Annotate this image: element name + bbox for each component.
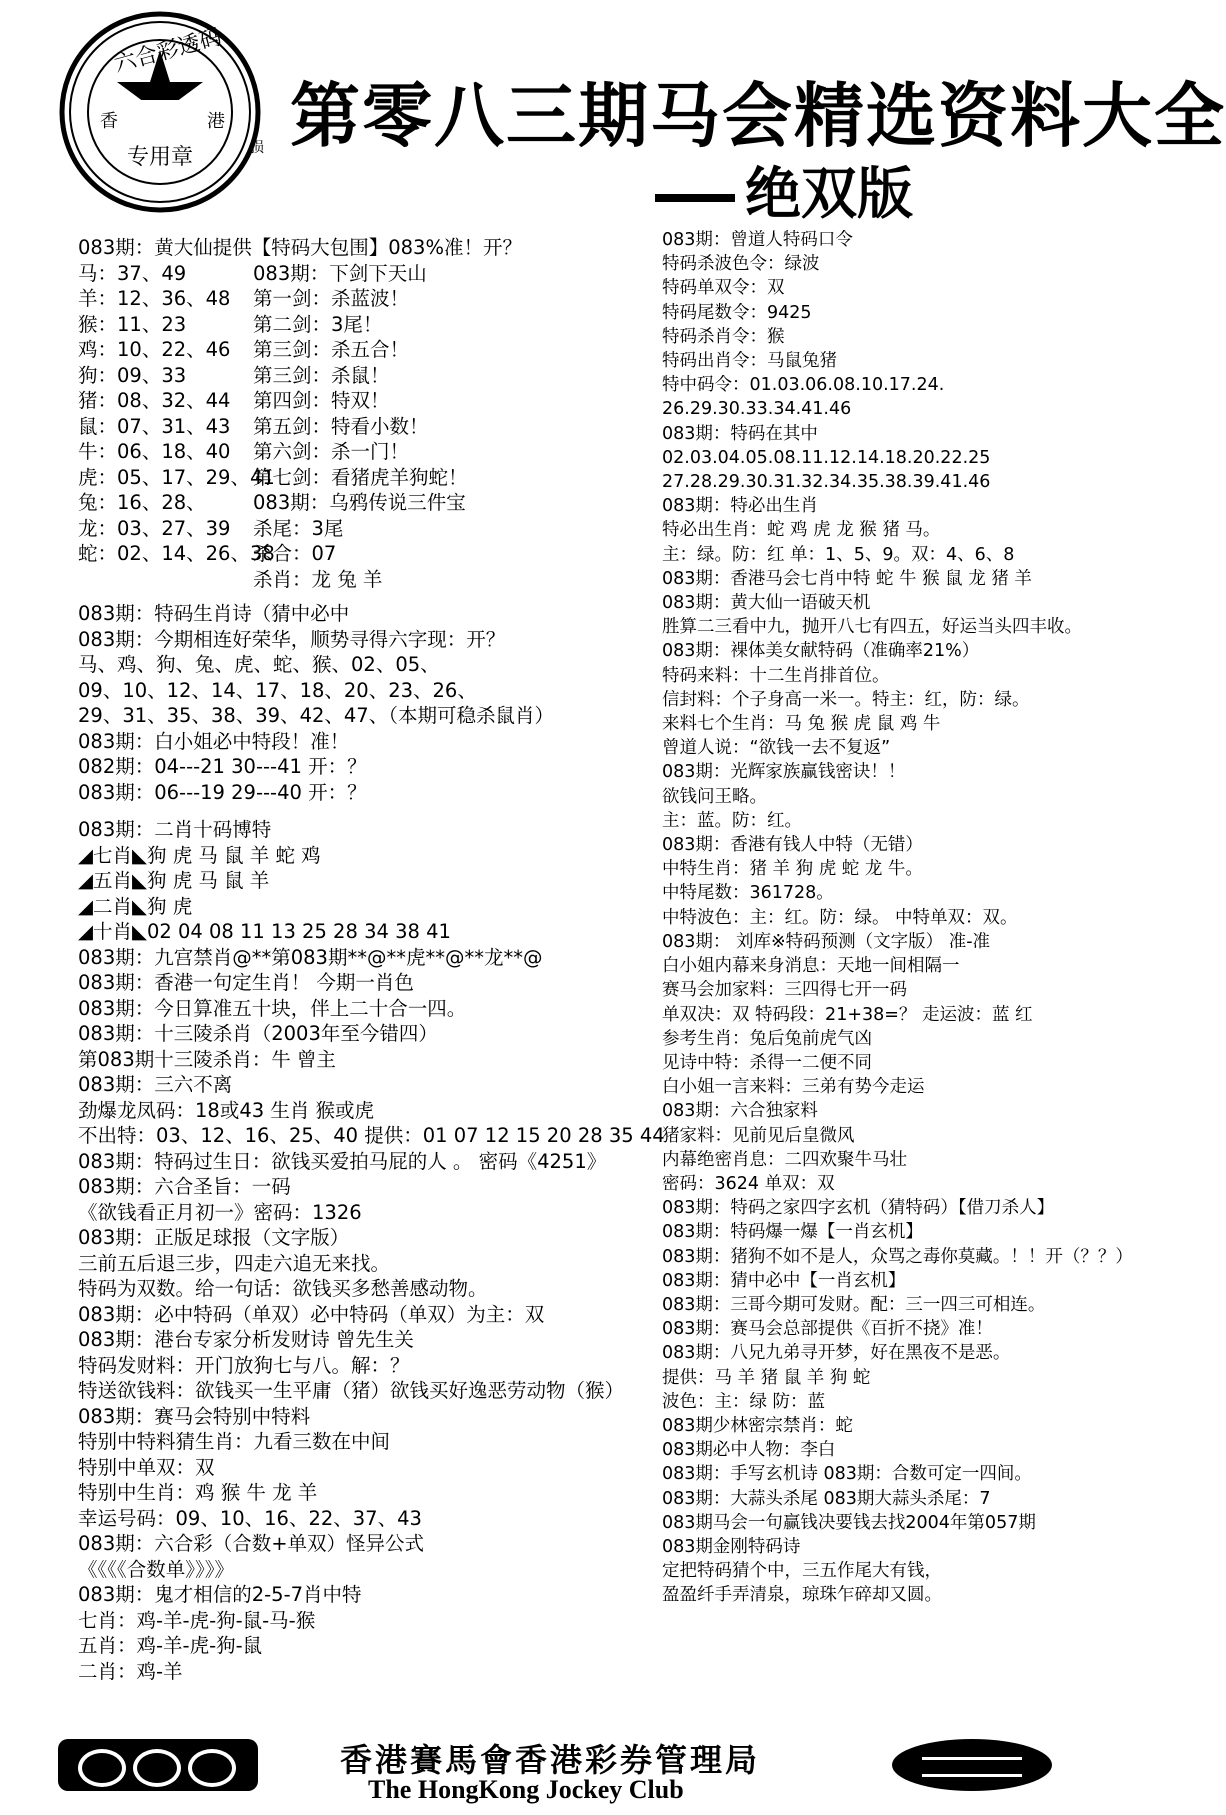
text-line: 083期：赛马会总部提供《百折不挠》准！ (662, 1319, 993, 1340)
text-line: 083期：猜中必中【一肖玄机】 (662, 1270, 906, 1291)
text-line: 二肖：鸡-羊 (78, 1659, 183, 1683)
huang-line: 083期：黄大仙提供【特码大包围】083%准！开？ (78, 236, 522, 259)
text-line: 083期：猪狗不如不是人，众骂之毒你莫藏。！！开（？？） (662, 1246, 1133, 1267)
text-line: 083期：八兄九弟寻开梦，好在黑夜不是恶。 (662, 1343, 1011, 1364)
text-line: 083期：黄大仙一语破天机 (662, 593, 871, 614)
left-lines (78, 601, 665, 1684)
sword-line: 杀肖：龙 兔 羊 (253, 567, 383, 591)
zodiac-row (78, 567, 648, 593)
text-line: 特别中单双：双 (78, 1455, 215, 1479)
zodiac-row (78, 363, 648, 389)
text-line: 赛马会加家料：三四得七开一码 (662, 980, 907, 1001)
text-line: 083期：特码之家四字玄机（猜特码）【借刀杀人】 (662, 1198, 1055, 1219)
text-line: 02.03.04.05.08.11.12.14.18.20.22.25 (662, 447, 991, 468)
text-line: 29、31、35、38、39、42、47、（本期可稳杀鼠肖） (78, 704, 554, 727)
text-line: 083期：鬼才相信的2-5-7肖中特 (78, 1583, 362, 1606)
text-line: 083期：特码过生日：欲钱买爱拍马屁的人 。 密码《4251》 (78, 1149, 607, 1173)
text-line: 特别中特料猜生肖：九看三数在中间 (78, 1430, 391, 1453)
stray-mark: 损 (250, 140, 264, 156)
zodiac-row (78, 541, 648, 567)
text-line: 083期：香港马会七肖中特 蛇 牛 猴 鼠 龙 猪 羊 (662, 568, 1032, 589)
text-line: 083期：手写玄机诗 083期：合数可定一四间。 (662, 1464, 1032, 1485)
zodiac-row (78, 337, 648, 363)
text-line: 083期：三六不离 (78, 1073, 233, 1096)
seal-middle-text: 专用章 (126, 145, 194, 170)
text-line: 波色：主：绿 防：蓝 (662, 1391, 826, 1412)
text-line: 特码单双令：双 (662, 278, 785, 299)
zodiac-row (78, 465, 648, 491)
text-line (78, 805, 648, 817)
text-line: 中特波色：主：红。防：绿。 中特单双：双。 (662, 907, 1018, 928)
right-lines (662, 228, 1133, 1608)
zodiac-numbers: 鸡：10、22、46 (78, 338, 231, 361)
footer-chinese: 香港賽馬會香港彩券管理局 (340, 1741, 761, 1779)
text-line: ◢七肖◣狗 虎 马 鼠 羊 蛇 鸡 (78, 843, 321, 867)
zodiac-row (78, 414, 648, 440)
text-line: 083期：三哥今期可发财。配：三一四三可相连。 (662, 1294, 1046, 1315)
text-line: 内幕绝密肖息：二四欢聚牛马壮 (662, 1149, 907, 1170)
text-line: 特别中生肖：鸡 猴 牛 龙 羊 (78, 1481, 318, 1504)
text-line: 白小姐内幕来身消息：天地一间相隔一 (662, 956, 960, 977)
zodiac-numbers (78, 567, 253, 593)
text-line: 083期：曾道人特码口令 (662, 230, 853, 250)
text-line: 083期：九宫禁肖@**第083期**@**虎**@**龙**@ (78, 945, 543, 969)
zodiac-row (78, 516, 648, 542)
zodiac-numbers: 马：37、49 (78, 261, 187, 285)
left-column (78, 235, 665, 1684)
text-line: ◢十肖◣02 04 08 11 13 25 28 34 38 41 (78, 920, 451, 943)
text-line: 083期必中人物：李白 (662, 1440, 836, 1461)
zodiac-numbers: 牛：06、18、40 (78, 440, 231, 463)
text-line: 中特尾数：361728。 (662, 883, 834, 904)
zodiac-numbers: 龙：03、27、39 (78, 516, 231, 540)
text-line: ◢二肖◣狗 虎 (78, 894, 193, 918)
zodiac-row (78, 261, 648, 287)
sword-line: 第三剑：杀鼠！ (253, 363, 390, 387)
text-line: 083期：六合彩（合数+单双）怪异公式 (78, 1532, 425, 1555)
sword-line: 第四剑：特双！ (253, 389, 390, 412)
text-line: 083期：今日算准五十块，伴上二十合一四。 (78, 996, 467, 1020)
zodiac-numbers: 狗：09、33 (78, 363, 187, 387)
seal-right-char: 港 (207, 111, 225, 132)
right-column (662, 228, 1133, 1608)
zodiac-row (78, 439, 648, 465)
text-line: 083期：特码生肖诗（猜中必中 (78, 602, 350, 625)
text-line: 主：蓝。防：红。 (662, 810, 802, 831)
zodiac-row (78, 490, 648, 516)
text-line: 曾道人说：“欲钱一去不复返” (662, 738, 891, 759)
text-line: 七肖：鸡-羊-虎-狗-鼠-马-猴 (78, 1608, 316, 1632)
text-line: 特码为双数。给一句话：欲钱买多愁善感动物。 (78, 1277, 488, 1300)
text-line: 083期： 刘库※特码预测（文字版） 准-准 (662, 931, 991, 952)
text-line: 密码：3624 单双：双 (662, 1173, 835, 1194)
text-line: 特码发财料：开门放狗七与八。解：？ (78, 1353, 410, 1377)
text-line: 083期金刚特码诗 (662, 1536, 801, 1557)
text-line: 《欲钱看正月初一》密码：1326 (78, 1200, 362, 1224)
seal-stamp (55, 12, 300, 222)
text-line: 特码出肖令：马鼠兔猪 (662, 351, 837, 372)
text-line: 083期：正版足球报（文字版） (78, 1226, 350, 1249)
text-line: 三前五后退三步，四走六追无来找。 (78, 1251, 391, 1275)
text-line: 083期：香港一句定生肖！ 今期一肖色 (78, 971, 414, 994)
zodiac-table (78, 261, 648, 593)
text-line: 特码尾数令：9425 (662, 302, 812, 323)
seal-top-text: 六合彩透码 (111, 24, 225, 78)
sword-line: 杀尾：3尾 (253, 516, 344, 540)
text-line: 083期：十三陵杀肖（2003年至今错四） (78, 1022, 438, 1045)
text-line: 083期：光辉家族赢钱密诀！！ (662, 762, 906, 783)
page-title: 第零八三期马会精选资料大全 (290, 75, 1226, 157)
text-line: 09、10、12、14、17、18、20、23、26、 (78, 678, 477, 702)
text-line: ◢五肖◣狗 虎 马 鼠 羊 (78, 869, 270, 892)
zodiac-numbers: 虎：05、17、29、41 (78, 465, 275, 489)
text-line: 胜算二三看中九，抛开八七有四五，好运当头四丰收。 (662, 617, 1082, 638)
text-line: 083期：白小姐必中特段！准！ (78, 729, 350, 753)
sword-line: 083期：乌鸦传说三件宝 (253, 491, 466, 514)
sword-line: 第二剑：3尾！ (253, 312, 383, 336)
text-line: 幸运号码：09、10、16、22、37、43 (78, 1506, 422, 1530)
text-line: 中特生肖：猪 羊 狗 虎 蛇 龙 牛。 (662, 859, 923, 880)
text-line: 定把特码猜个中，三五作尾大有钱， (662, 1561, 942, 1582)
jockey-club-logo-left (58, 1739, 258, 1791)
text-line: 083期：06---19 29---40 开：？ (78, 780, 367, 804)
text-line: 27.28.29.30.31.32.34.35.38.39.41.46 (662, 472, 991, 493)
text-line: 083期：大蒜头杀尾 083期大蒜头杀尾：7 (662, 1488, 991, 1509)
sword-line: 083期：下剑下天山 (253, 261, 427, 285)
text-line: 082期：04---21 30---41 开：？ (78, 755, 367, 778)
text-line: 083期：必中特码（单双）必中特码（单双）为主：双 (78, 1302, 545, 1326)
text-line: 来料七个生肖：马 兔 猴 虎 鼠 鸡 牛 (662, 714, 941, 735)
text-line: 参考生肖：兔后兔前虎气凶 (662, 1028, 872, 1049)
text-line: 单双决：双 特码段：21+38=？ 走运波：蓝 红 (662, 1004, 1033, 1025)
text-line: 特码来料：十二生肖排首位。 (662, 665, 890, 686)
text-line: 083期：六合独家料 (662, 1101, 818, 1122)
text-line: 欲钱问王略。 (662, 786, 767, 807)
zodiac-numbers: 兔：16、28、 (78, 491, 206, 514)
zodiac-row (78, 312, 648, 338)
sword-line: 第五剑：特看小数！ (253, 414, 429, 438)
text-line: 提供：马 羊 猪 鼠 羊 狗 蛇 (662, 1367, 871, 1388)
text-line: 26.29.30.33.34.41.46 (662, 399, 852, 420)
text-line: 不出特：03、12、16、25、40 提供：01 07 12 15 20 28 35 44 (78, 1124, 665, 1147)
text-line: 白小姐一言来料：三弟有势今走运 (662, 1077, 925, 1098)
text-line: 083期：二肖十码博特 (78, 818, 272, 841)
text-line: 主：绿。防：红 单：1、5、9。双：4、6、8 (662, 544, 1015, 565)
zodiac-numbers: 羊：12、36、48 (78, 287, 231, 310)
text-line: 马、鸡、狗、兔、虎、蛇、猴、02、05、 (78, 653, 440, 676)
text-line: 083期：裸体美女献特码（准确率21%） (662, 641, 980, 662)
text-line: 信封料：个子身高一米一。特主：红，防：绿。 (662, 689, 1030, 710)
sword-line: 第三剑：杀五合！ (253, 338, 410, 361)
page-subtitle: 绝双版 (655, 150, 913, 230)
text-line: 083期：特码在其中 (662, 423, 818, 444)
zodiac-numbers: 猴：11、23 (78, 312, 187, 336)
footer-english: The HongKong Jockey Club (368, 1775, 684, 1804)
text-line: 083期：特码爆一爆【一肖玄机】 (662, 1222, 923, 1243)
text-line: 特码杀肖令：猴 (662, 326, 785, 347)
text-line: 猪家料：见前见后皇微风 (662, 1125, 855, 1146)
text-line: 083期：港台专家分析发财诗 曾先生关 (78, 1328, 414, 1351)
text-line: 特中码令：01.03.06.08.10.17.24. (662, 375, 945, 396)
text-line: 083期：赛马会特别中特料 (78, 1404, 311, 1428)
seal-left-char: 香 (100, 111, 118, 132)
zodiac-numbers: 猪：08、32、44 (78, 389, 231, 412)
text-line: 第083期十三陵杀肖：牛 曾主 (78, 1047, 336, 1071)
text-line: 083期：六合圣旨：一码 (78, 1175, 291, 1198)
zodiac-numbers: 鼠：07、31、43 (78, 414, 231, 438)
text-line: 083期少林密宗禁肖：蛇 (662, 1415, 853, 1436)
zodiac-numbers: 蛇：02、14、26、38 (78, 542, 275, 565)
sword-line: 第七剑：看猪虎羊狗蛇！ (253, 465, 468, 489)
footer (0, 1735, 1080, 1815)
zodiac-row (78, 388, 648, 414)
text-line: 083期：特必出生肖 (662, 496, 818, 517)
text-line: 083期马会一句赢钱决要钱去找2004年第057期 (662, 1512, 1036, 1533)
text-line: 特必出生肖：蛇 鸡 虎 龙 猴 猪 马。 (662, 520, 941, 541)
text-line: 083期：香港有钱人中特（无错） (662, 835, 923, 856)
sword-line: 杀合：07 (253, 542, 337, 565)
text-line: 《《《《合数单》》》》 (78, 1557, 235, 1581)
text-line: 083期：今期相连好荣华，顺势寻得六字现：开？ (78, 627, 506, 651)
text-line: 五肖：鸡-羊-虎-狗-鼠 (78, 1634, 263, 1657)
text-line: 特送欲钱料：欲钱买一生平庸（猪）欲钱买好逸恶劳动物（猴） (78, 1379, 625, 1402)
text-line: 劲爆龙凤码：18或43 生肖 猴或虎 (78, 1098, 375, 1122)
sword-line: 第一剑：杀蓝波！ (253, 287, 410, 310)
sword-line: 第六剑：杀一门！ (253, 440, 410, 463)
text-line: 盈盈纤手弄清泉，琼珠乍碎却又圆。 (662, 1585, 942, 1606)
zodiac-row (78, 286, 648, 312)
jockey-club-logo-right (892, 1739, 1052, 1791)
text-line: 见诗中特：杀得一二便不同 (662, 1052, 872, 1073)
text-line: 特码杀波色令：绿波 (662, 254, 820, 275)
